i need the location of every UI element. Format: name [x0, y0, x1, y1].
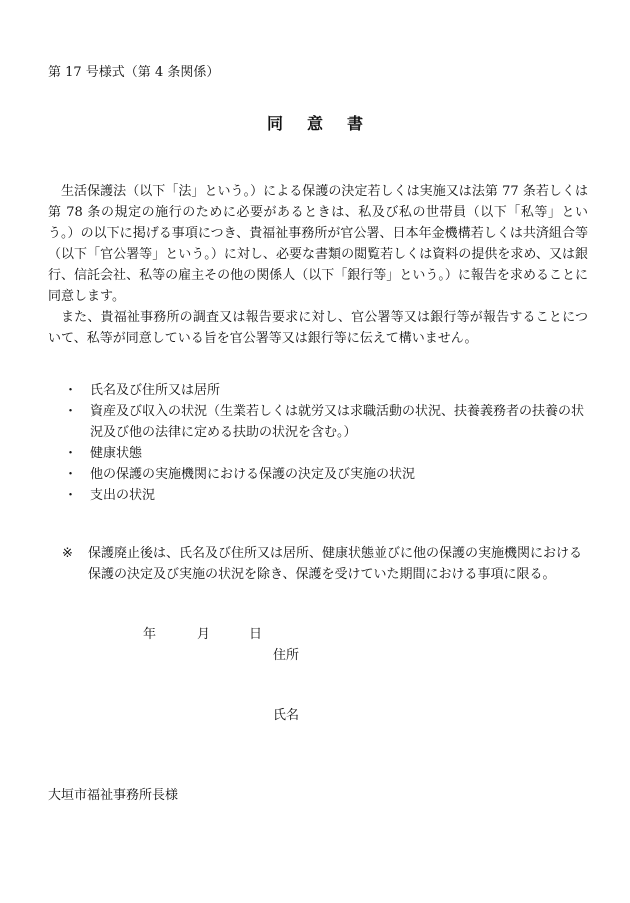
- date-year-label: 年: [143, 627, 157, 642]
- consent-paragraph-2: また、貴福祉事務所の調査又は報告要求に対し、官公署等又は銀行等が報告することについて、私等が同意している旨を官公署等又は銀行等に伝えて構いません。: [48, 310, 588, 346]
- name-label: 氏名: [273, 708, 300, 723]
- list-item: [64, 485, 588, 506]
- bullet-mark: ・: [64, 404, 78, 419]
- list-item-text: 氏名及び住所又は居所: [90, 383, 221, 398]
- bullet-mark: ・: [64, 488, 78, 503]
- list-item-text: 支出の状況: [90, 488, 156, 503]
- list-item: [64, 401, 588, 443]
- date-month-label: 月: [197, 627, 211, 642]
- consent-body: [48, 181, 588, 349]
- address-label: 住所: [273, 648, 300, 663]
- consent-paragraph-1: 生活保護法（以下「法」という。）による保護の決定若しくは実施又は法第 77 条若しくは第 78 条の規定の施行のために必要があるときは、私及び私の世帯員（以下「私等」という。）の以下に掲げる事項につき、貴福祉事務所が官公署、日本年金機構若しくは共済組合等（以下「官公署等」という。）に対し、必要な書類の閲覧若しくは資料の提供を求め、又は銀行、信託会社、私等の雇主その他の関係人（以下「銀行等」という。）に報告を求めることに同意します。: [48, 184, 588, 304]
- note-text: 保護廃止後は、氏名及び住所又は居所、健康状態並びに他の保護の実施機関における保護の決定及び実施の状況を除き、保護を受けていた期間における事項に限る。: [88, 546, 583, 582]
- note: [62, 543, 590, 585]
- bullet-mark: ・: [64, 467, 78, 482]
- date-day-label: 日: [249, 627, 263, 642]
- consent-items-list: [64, 380, 588, 506]
- addressee: 大垣市福祉事務所長様: [48, 788, 179, 803]
- form-number: 第 17 号様式（第 4 条関係）: [48, 65, 220, 80]
- document-title: 同意書: [266, 114, 387, 133]
- note-mark: ※: [62, 546, 73, 561]
- list-item: [64, 443, 588, 464]
- list-item-text: 他の保護の実施機関における保護の決定及び実施の状況: [90, 467, 416, 482]
- list-item-text: 健康状態: [90, 446, 143, 461]
- list-item: [64, 464, 588, 485]
- list-item-text: 資産及び収入の状況（生業若しくは就労又は求職活動の状況、扶養義務者の扶養の状況及び他の法律に定める扶助の状況を含む。）: [90, 404, 585, 440]
- bullet-mark: ・: [64, 446, 78, 461]
- bullet-mark: ・: [64, 383, 78, 398]
- list-item: [64, 380, 588, 401]
